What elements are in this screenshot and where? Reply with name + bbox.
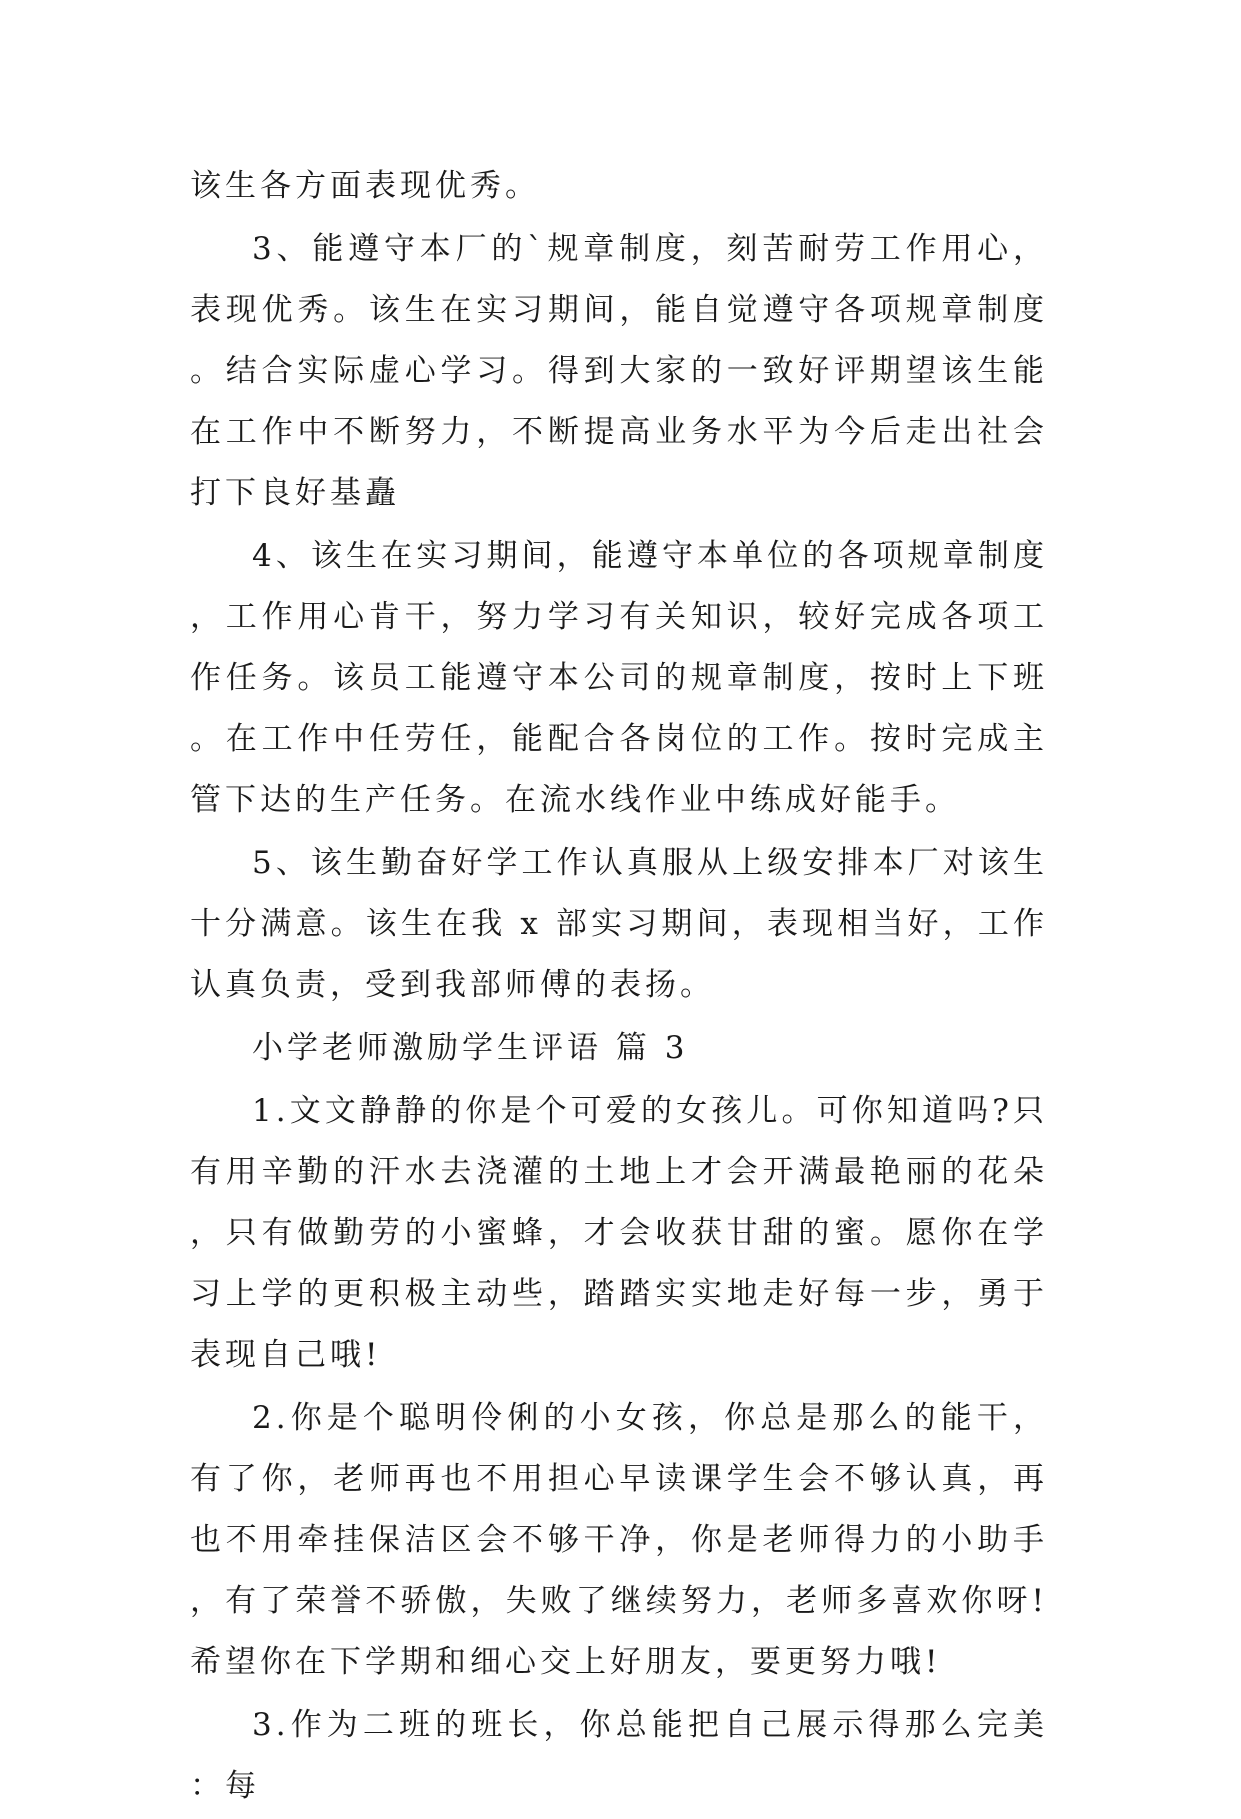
paragraph-comment-2: 2.你是个聪明伶俐的小女孩，你总是那么的能干，有了你，老师再也不用担心早读课学生会不够认真，再也不用牵挂保洁区会不够干净，你是老师得力的小助手，有了荣誉不骄傲，失败了继续努力，老师多喜欢你呀!希望你在下学期和细心交上好朋友，要更努力哦! — [190, 1400, 1048, 1680]
paragraph-comment-3: 3.作为二班的班长，你总能把自己展示得那么完美：每 — [190, 1707, 1048, 1804]
paragraph-item-4: 4、该生在实习期间，能遵守本单位的各项规章制度，工作用心肯干，努力学习有关知识，较好完成各项工作任务。该员工能遵守本公司的规章制度，按时上下班。在工作中任劳任，能配合各岗位的工作。按时完成主管下达的生产任务。在流水线作业中练成好能手。 — [190, 538, 1048, 818]
paragraph-item-5: 5、该生勤奋好学工作认真服从上级安排本厂对该生十分满意。该生在我 x 部实习期间，表现相当好，工作认真负责，受到我部师傅的表扬。 — [190, 845, 1048, 1003]
paragraph-comment-1: 1.文文静静的你是个可爱的女孩儿。可你知道吗?只有用辛勤的汗水去浇灌的土地上才会开满最艳丽的花朵，只有做勤劳的小蜜蜂，才会收获甘甜的蜜。愿你在学习上学的更积极主动些，踏踏实实地走好每一步，勇于表现自己哦! — [190, 1093, 1048, 1373]
paragraph-item-3: 3、能遵守本厂的`规章制度，刻苦耐劳工作用心，表现优秀。该生在实习期间，能自觉遵守各项规章制度。结合实际虚心学习。得到大家的一致好评期望该生能在工作中不断努力，不断提高业务水平为今后走出社会打下良好基矗 — [190, 231, 1048, 511]
section-heading: 小学老师激励学生评语 篇 3 — [252, 1030, 689, 1066]
paragraph-1: 该生各方面表现优秀。 — [190, 168, 540, 204]
document-body — [190, 156, 1048, 1819]
